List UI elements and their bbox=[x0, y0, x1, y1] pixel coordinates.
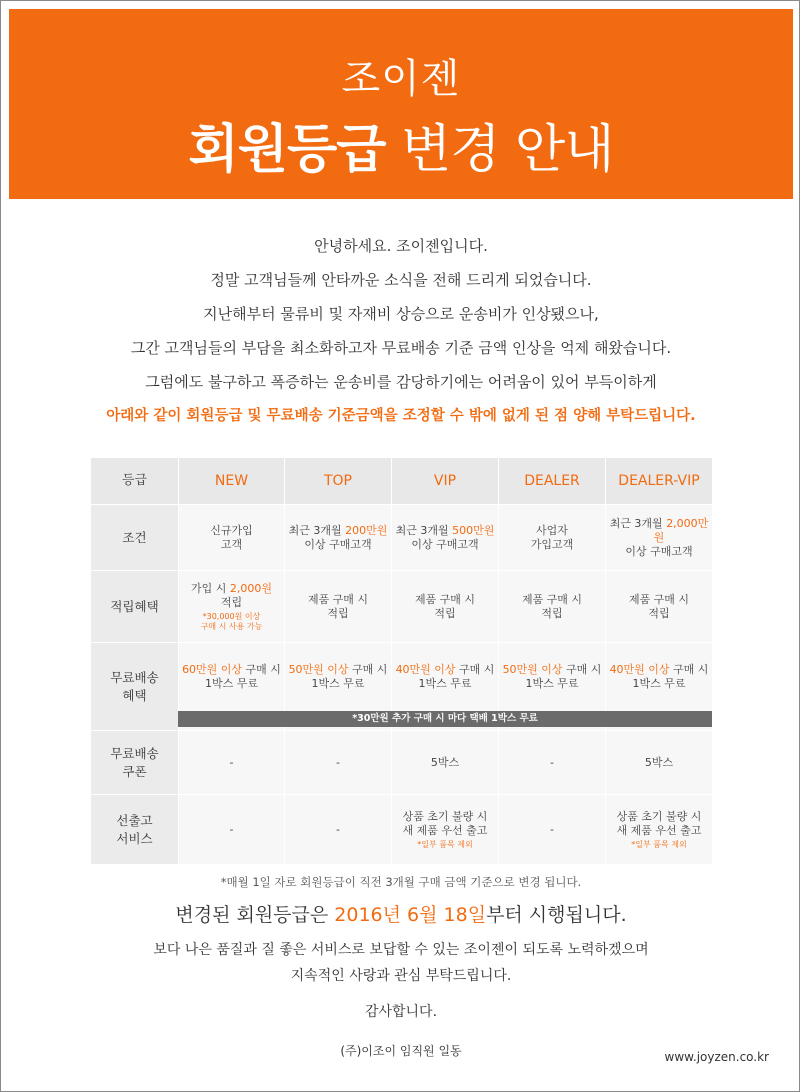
cell-coupon-dealer: - bbox=[499, 731, 606, 795]
table-header-row bbox=[91, 458, 713, 505]
intro-line: 지난해부터 물류비 및 자재비 상승으로 운송비가 인상됐으나, bbox=[203, 305, 599, 323]
cell-shipping-new: 60만원 이상 구매 시 1박스 무료 bbox=[179, 643, 285, 731]
notice-title-light: 변경 안내 bbox=[401, 120, 614, 180]
notice-title-bold: 회원등급 bbox=[188, 120, 386, 180]
cell-condition-new: 신규가입 고객 bbox=[179, 505, 285, 571]
intro-highlight: 아래와 같이 회원등급 및 무료배송 기준금액을 조정할 수 밖에 없게 된 점 양해 부탁드립니다. bbox=[106, 408, 696, 424]
intro-line: 안녕하세요. 조이젠입니다. bbox=[314, 237, 488, 255]
cell-service-dealer-vip: 상품 초기 불량 시 새 제품 우선 출고 *일부 품목 제외 bbox=[606, 795, 713, 865]
row-label-shipping: 무료배송 혜택 bbox=[91, 643, 179, 731]
closing-line: 지속적인 사랑과 관심 부탁드립니다. bbox=[290, 968, 512, 984]
grade-new: NEW bbox=[179, 458, 285, 505]
intro-line: 그간 고객님들의 부담을 최소화하고자 무료배송 기준 금액 인상을 억제 해왔습니다. bbox=[130, 339, 672, 357]
grade-top: TOP bbox=[285, 458, 392, 505]
cell-condition-dealer: 사업자 가입고객 bbox=[499, 505, 606, 571]
grade-table bbox=[90, 457, 713, 865]
cell-service-dealer: - bbox=[499, 795, 606, 865]
grade-dealer-vip: DEALER-VIP bbox=[606, 458, 713, 505]
cell-points-vip: 제품 구매 시 적립 bbox=[392, 571, 499, 643]
table-row-service bbox=[91, 795, 713, 865]
intro-line: 그럼에도 불구하고 폭증하는 운송비를 감당하기에는 어려움이 있어 부득이하게 bbox=[145, 373, 657, 391]
footer-text bbox=[1, 871, 800, 1061]
cell-shipping-dealer: 50만원 이상 구매 시 1박스 무료 bbox=[499, 643, 606, 731]
shipping-strip-note: *30만원 추가 구매 시 마다 택배 1박스 무료 bbox=[178, 711, 712, 727]
intro-line: 정말 고객님들께 안타까운 소식을 전해 드리게 되었습니다. bbox=[210, 271, 592, 289]
cell-coupon-top: - bbox=[285, 731, 392, 795]
row-label-coupon: 무료배송 쿠폰 bbox=[91, 731, 179, 795]
header-grade-label: 등급 bbox=[91, 458, 179, 505]
row-label-service: 선출고 서비스 bbox=[91, 795, 179, 865]
grade-vip: VIP bbox=[392, 458, 499, 505]
grade-dealer: DEALER bbox=[499, 458, 606, 505]
cell-shipping-vip: 40만원 이상 구매 시 1박스 무료 bbox=[392, 643, 499, 731]
row-label-points: 적립혜택 bbox=[91, 571, 179, 643]
cell-coupon-dealer-vip: 5박스 bbox=[606, 731, 713, 795]
brand-title: 조이젠 bbox=[341, 56, 461, 102]
effective-date: 2016년 6월 18일 bbox=[334, 904, 487, 926]
notice-title bbox=[9, 107, 793, 182]
table-row-condition bbox=[91, 505, 713, 571]
cell-shipping-top: 50만원 이상 구매 시 1박스 무료 bbox=[285, 643, 392, 731]
cell-condition-dealer-vip: 최근 3개월 2,000만원 이상 구매고객 bbox=[606, 505, 713, 571]
cell-points-dealer: 제품 구매 시 적립 bbox=[499, 571, 606, 643]
cell-coupon-new: - bbox=[179, 731, 285, 795]
effective-date-line: 변경된 회원등급은 2016년 6월 18일부터 시행됩니다. bbox=[175, 904, 627, 926]
grade-change-note: *매월 1일 자로 회원등급이 직전 3개월 구매 금액 기준으로 변경 됩니다. bbox=[220, 875, 582, 889]
row-label-condition: 조건 bbox=[91, 505, 179, 571]
cell-shipping-dealer-vip: 40만원 이상 구매 시 1박스 무료 bbox=[606, 643, 713, 731]
cell-service-new: - bbox=[179, 795, 285, 865]
cell-service-vip: 상품 초기 불량 시 새 제품 우선 출고 *일부 품목 제외 bbox=[392, 795, 499, 865]
table-row-points bbox=[91, 571, 713, 643]
cell-points-top: 제품 구매 시 적립 bbox=[285, 571, 392, 643]
intro-text bbox=[1, 229, 800, 433]
table-row-coupon bbox=[91, 731, 713, 795]
website-url: www.joyzen.co.kr bbox=[664, 1050, 769, 1064]
cell-condition-vip: 최근 3개월 500만원 이상 구매고객 bbox=[392, 505, 499, 571]
cell-service-top: - bbox=[285, 795, 392, 865]
cell-condition-top: 최근 3개월 200만원 이상 구매고객 bbox=[285, 505, 392, 571]
closing-line: 보다 나은 품질과 질 좋은 서비스로 보답할 수 있는 조이젠이 되도록 노력하겠으며 bbox=[153, 942, 649, 958]
cell-coupon-vip: 5박스 bbox=[392, 731, 499, 795]
header-banner bbox=[9, 9, 793, 199]
signature: (주)이조이 임직원 일동 bbox=[340, 1044, 462, 1058]
cell-points-dealer-vip: 제품 구매 시 적립 bbox=[606, 571, 713, 643]
cell-points-new: 가입 시 2,000원 적립 *30,000원 이상 구매 시 사용 가능 bbox=[179, 571, 285, 643]
thanks-text: 감사합니다. bbox=[364, 1004, 438, 1020]
